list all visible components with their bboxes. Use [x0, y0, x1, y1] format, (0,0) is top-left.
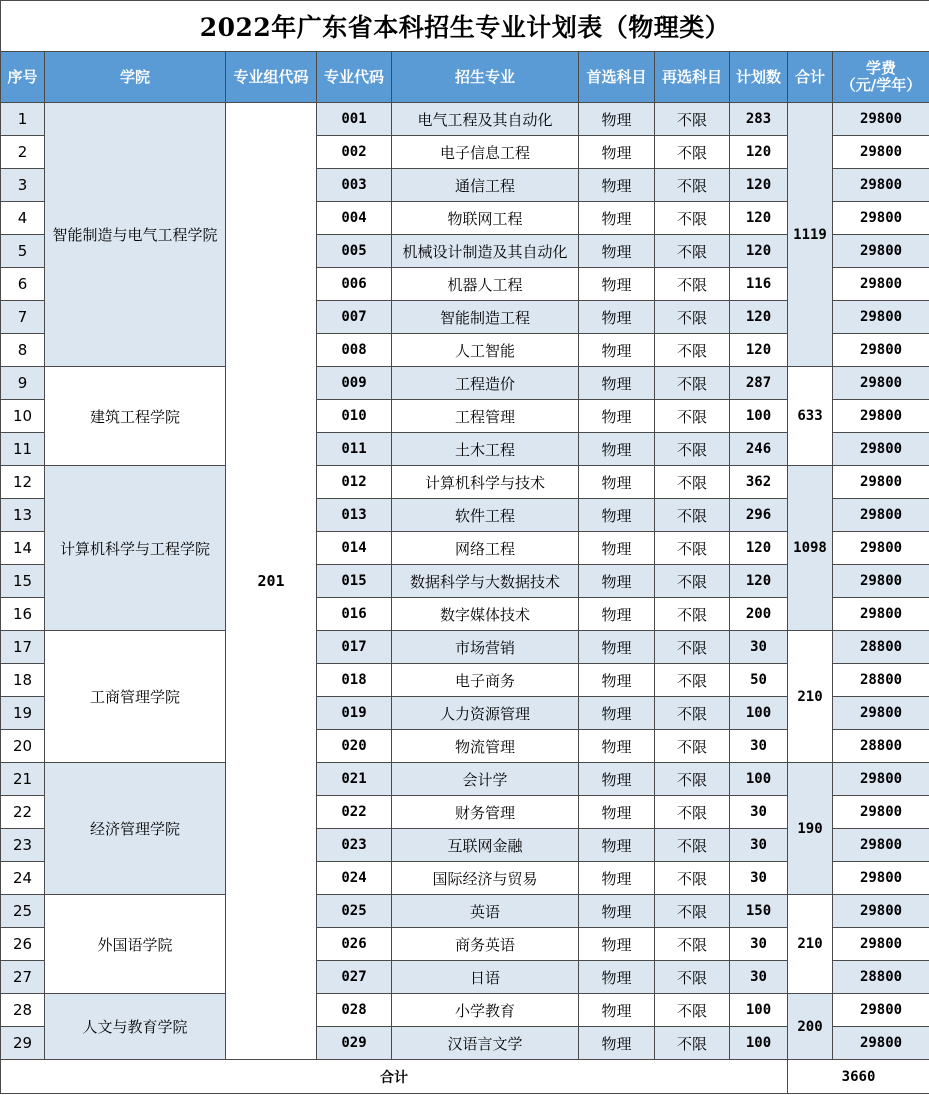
plan-count-cell: 246 [730, 433, 788, 466]
summary-label: 合计 [1, 1060, 788, 1094]
major-code-cell: 018 [317, 664, 392, 697]
second-subject-cell: 不限 [655, 136, 730, 169]
major-code-cell: 015 [317, 565, 392, 598]
table-row [1, 103, 929, 136]
major-code-cell: 009 [317, 367, 392, 400]
major-code-cell: 006 [317, 268, 392, 301]
tuition-fee-cell: 29800 [833, 400, 929, 433]
header-major: 招生专业 [392, 52, 579, 103]
seq-cell: 8 [1, 334, 45, 367]
major-code-cell: 012 [317, 466, 392, 499]
table-row [1, 763, 929, 796]
first-subject-cell: 物理 [579, 664, 655, 697]
tuition-fee-cell: 29800 [833, 367, 929, 400]
plan-count-cell: 30 [730, 862, 788, 895]
seq-cell: 22 [1, 796, 45, 829]
seq-cell: 17 [1, 631, 45, 664]
group-code-cell: 201 [226, 103, 317, 1060]
seq-cell: 11 [1, 433, 45, 466]
major-name-cell: 数字媒体技术 [392, 598, 579, 631]
seq-cell: 12 [1, 466, 45, 499]
seq-cell: 28 [1, 994, 45, 1027]
second-subject-cell: 不限 [655, 202, 730, 235]
major-code-cell: 025 [317, 895, 392, 928]
major-name-cell: 国际经济与贸易 [392, 862, 579, 895]
plan-count-cell: 100 [730, 400, 788, 433]
tuition-fee-cell: 29800 [833, 268, 929, 301]
second-subject-cell: 不限 [655, 1027, 730, 1060]
first-subject-cell: 物理 [579, 433, 655, 466]
header-seq: 序号 [1, 52, 45, 103]
seq-cell: 4 [1, 202, 45, 235]
plan-count-cell: 30 [730, 829, 788, 862]
second-subject-cell: 不限 [655, 565, 730, 598]
first-subject-cell: 物理 [579, 763, 655, 796]
first-subject-cell: 物理 [579, 994, 655, 1027]
seq-cell: 9 [1, 367, 45, 400]
header-total: 合计 [788, 52, 833, 103]
first-subject-cell: 物理 [579, 334, 655, 367]
plan-count-cell: 30 [730, 730, 788, 763]
tuition-fee-cell: 28800 [833, 664, 929, 697]
major-name-cell: 电子信息工程 [392, 136, 579, 169]
major-name-cell: 机器人工程 [392, 268, 579, 301]
plan-count-cell: 200 [730, 598, 788, 631]
tuition-fee-cell: 29800 [833, 928, 929, 961]
plan-count-cell: 120 [730, 202, 788, 235]
first-subject-cell: 物理 [579, 235, 655, 268]
plan-count-cell: 100 [730, 763, 788, 796]
major-name-cell: 英语 [392, 895, 579, 928]
second-subject-cell: 不限 [655, 235, 730, 268]
major-code-cell: 017 [317, 631, 392, 664]
major-code-cell: 004 [317, 202, 392, 235]
plan-count-cell: 30 [730, 631, 788, 664]
college-name: 建筑工程学院 [45, 367, 226, 466]
major-name-cell: 网络工程 [392, 532, 579, 565]
major-name-cell: 人力资源管理 [392, 697, 579, 730]
major-code-cell: 014 [317, 532, 392, 565]
seq-cell: 26 [1, 928, 45, 961]
major-name-cell: 物联网工程 [392, 202, 579, 235]
first-subject-cell: 物理 [579, 928, 655, 961]
first-subject-cell: 物理 [579, 136, 655, 169]
major-name-cell: 小学教育 [392, 994, 579, 1027]
first-subject-cell: 物理 [579, 367, 655, 400]
tuition-fee-cell: 28800 [833, 730, 929, 763]
table-row [1, 994, 929, 1027]
college-name: 智能制造与电气工程学院 [45, 103, 226, 367]
tuition-fee-cell: 29800 [833, 829, 929, 862]
tuition-fee-cell: 29800 [833, 994, 929, 1027]
tuition-fee-cell: 29800 [833, 895, 929, 928]
college-name: 工商管理学院 [45, 631, 226, 763]
plan-count-cell: 120 [730, 565, 788, 598]
plan-count-cell: 100 [730, 1027, 788, 1060]
major-name-cell: 数据科学与大数据技术 [392, 565, 579, 598]
major-name-cell: 互联网金融 [392, 829, 579, 862]
first-subject-cell: 物理 [579, 499, 655, 532]
major-code-cell: 028 [317, 994, 392, 1027]
seq-cell: 1 [1, 103, 45, 136]
table-row [1, 631, 929, 664]
second-subject-cell: 不限 [655, 499, 730, 532]
major-name-cell: 人工智能 [392, 334, 579, 367]
plan-count-cell: 296 [730, 499, 788, 532]
major-name-cell: 工程管理 [392, 400, 579, 433]
tuition-fee-cell: 29800 [833, 796, 929, 829]
second-subject-cell: 不限 [655, 631, 730, 664]
plan-count-cell: 116 [730, 268, 788, 301]
tuition-fee-cell: 29800 [833, 565, 929, 598]
table-row [1, 367, 929, 400]
first-subject-cell: 物理 [579, 730, 655, 763]
tuition-fee-cell: 28800 [833, 961, 929, 994]
seq-cell: 16 [1, 598, 45, 631]
major-name-cell: 日语 [392, 961, 579, 994]
second-subject-cell: 不限 [655, 664, 730, 697]
first-subject-cell: 物理 [579, 796, 655, 829]
major-code-cell: 003 [317, 169, 392, 202]
table-row [1, 466, 929, 499]
seq-cell: 19 [1, 697, 45, 730]
tuition-fee-cell: 29800 [833, 1027, 929, 1060]
major-name-cell: 通信工程 [392, 169, 579, 202]
plan-count-cell: 283 [730, 103, 788, 136]
college-total: 190 [788, 763, 833, 895]
major-name-cell: 电气工程及其自动化 [392, 103, 579, 136]
major-code-cell: 027 [317, 961, 392, 994]
first-subject-cell: 物理 [579, 631, 655, 664]
second-subject-cell: 不限 [655, 367, 730, 400]
plan-count-cell: 120 [730, 301, 788, 334]
first-subject-cell: 物理 [579, 829, 655, 862]
major-code-cell: 001 [317, 103, 392, 136]
major-code-cell: 022 [317, 796, 392, 829]
second-subject-cell: 不限 [655, 400, 730, 433]
major-name-cell: 市场营销 [392, 631, 579, 664]
seq-cell: 25 [1, 895, 45, 928]
major-code-cell: 007 [317, 301, 392, 334]
major-code-cell: 023 [317, 829, 392, 862]
tuition-fee-cell: 29800 [833, 499, 929, 532]
tuition-fee-cell: 29800 [833, 301, 929, 334]
first-subject-cell: 物理 [579, 400, 655, 433]
second-subject-cell: 不限 [655, 994, 730, 1027]
seq-cell: 10 [1, 400, 45, 433]
seq-cell: 5 [1, 235, 45, 268]
second-subject-cell: 不限 [655, 763, 730, 796]
major-code-cell: 005 [317, 235, 392, 268]
second-subject-cell: 不限 [655, 796, 730, 829]
summary-row [1, 1060, 929, 1094]
header-plan: 计划数 [730, 52, 788, 103]
plan-count-cell: 120 [730, 136, 788, 169]
seq-cell: 21 [1, 763, 45, 796]
major-code-cell: 020 [317, 730, 392, 763]
major-code-cell: 026 [317, 928, 392, 961]
tuition-fee-cell: 29800 [833, 235, 929, 268]
tuition-fee-cell: 29800 [833, 466, 929, 499]
plan-count-cell: 30 [730, 796, 788, 829]
seq-cell: 7 [1, 301, 45, 334]
first-subject-cell: 物理 [579, 697, 655, 730]
major-code-cell: 002 [317, 136, 392, 169]
tuition-fee-cell: 29800 [833, 532, 929, 565]
first-subject-cell: 物理 [579, 169, 655, 202]
college-total: 210 [788, 631, 833, 763]
tuition-fee-cell: 29800 [833, 862, 929, 895]
second-subject-cell: 不限 [655, 895, 730, 928]
plan-count-cell: 287 [730, 367, 788, 400]
second-subject-cell: 不限 [655, 730, 730, 763]
major-code-cell: 024 [317, 862, 392, 895]
header-major-code: 专业代码 [317, 52, 392, 103]
major-name-cell: 会计学 [392, 763, 579, 796]
second-subject-cell: 不限 [655, 169, 730, 202]
college-name: 人文与教育学院 [45, 994, 226, 1060]
summary-value: 3660 [788, 1060, 929, 1094]
tuition-fee-cell: 29800 [833, 598, 929, 631]
major-code-cell: 008 [317, 334, 392, 367]
second-subject-cell: 不限 [655, 268, 730, 301]
tuition-fee-cell: 29800 [833, 169, 929, 202]
college-name: 外国语学院 [45, 895, 226, 994]
first-subject-cell: 物理 [579, 598, 655, 631]
first-subject-cell: 物理 [579, 301, 655, 334]
second-subject-cell: 不限 [655, 466, 730, 499]
plan-count-cell: 50 [730, 664, 788, 697]
major-code-cell: 013 [317, 499, 392, 532]
tuition-fee-cell: 29800 [833, 763, 929, 796]
tuition-fee-cell: 29800 [833, 202, 929, 235]
seq-cell: 15 [1, 565, 45, 598]
major-name-cell: 智能制造工程 [392, 301, 579, 334]
plan-count-cell: 100 [730, 697, 788, 730]
seq-cell: 18 [1, 664, 45, 697]
second-subject-cell: 不限 [655, 532, 730, 565]
seq-cell: 3 [1, 169, 45, 202]
header-row [1, 52, 929, 103]
first-subject-cell: 物理 [579, 532, 655, 565]
college-name: 经济管理学院 [45, 763, 226, 895]
major-name-cell: 汉语言文学 [392, 1027, 579, 1060]
major-code-cell: 011 [317, 433, 392, 466]
first-subject-cell: 物理 [579, 268, 655, 301]
table-title: 2022年广东省本科招生专业计划表（物理类） [1, 1, 929, 52]
major-code-cell: 029 [317, 1027, 392, 1060]
seq-cell: 14 [1, 532, 45, 565]
major-name-cell: 土木工程 [392, 433, 579, 466]
header-college: 学院 [45, 52, 226, 103]
header-first-subject: 首选科目 [579, 52, 655, 103]
first-subject-cell: 物理 [579, 565, 655, 598]
seq-cell: 29 [1, 1027, 45, 1060]
major-name-cell: 电子商务 [392, 664, 579, 697]
seq-cell: 27 [1, 961, 45, 994]
header-fee [833, 52, 929, 103]
second-subject-cell: 不限 [655, 103, 730, 136]
plan-count-cell: 30 [730, 961, 788, 994]
plan-count-cell: 120 [730, 235, 788, 268]
header-second-subject: 再选科目 [655, 52, 730, 103]
seq-cell: 20 [1, 730, 45, 763]
major-name-cell: 工程造价 [392, 367, 579, 400]
college-total: 1119 [788, 103, 833, 367]
plan-count-cell: 120 [730, 169, 788, 202]
plan-count-cell: 120 [730, 334, 788, 367]
table-row [1, 895, 929, 928]
second-subject-cell: 不限 [655, 697, 730, 730]
second-subject-cell: 不限 [655, 961, 730, 994]
seq-cell: 23 [1, 829, 45, 862]
major-name-cell: 商务英语 [392, 928, 579, 961]
seq-cell: 24 [1, 862, 45, 895]
plan-count-cell: 362 [730, 466, 788, 499]
second-subject-cell: 不限 [655, 928, 730, 961]
header-group-code: 专业组代码 [226, 52, 317, 103]
major-code-cell: 019 [317, 697, 392, 730]
college-total: 633 [788, 367, 833, 466]
major-name-cell: 计算机科学与技术 [392, 466, 579, 499]
second-subject-cell: 不限 [655, 301, 730, 334]
tuition-fee-cell: 29800 [833, 433, 929, 466]
first-subject-cell: 物理 [579, 1027, 655, 1060]
tuition-fee-cell: 29800 [833, 697, 929, 730]
major-name-cell: 机械设计制造及其自动化 [392, 235, 579, 268]
tuition-fee-cell: 29800 [833, 103, 929, 136]
second-subject-cell: 不限 [655, 433, 730, 466]
seq-cell: 2 [1, 136, 45, 169]
seq-cell: 13 [1, 499, 45, 532]
plan-count-cell: 100 [730, 994, 788, 1027]
second-subject-cell: 不限 [655, 862, 730, 895]
major-code-cell: 010 [317, 400, 392, 433]
college-total: 1098 [788, 466, 833, 631]
tuition-fee-cell: 28800 [833, 631, 929, 664]
plan-count-cell: 150 [730, 895, 788, 928]
tuition-fee-cell: 29800 [833, 334, 929, 367]
college-total: 210 [788, 895, 833, 994]
college-total: 200 [788, 994, 833, 1060]
seq-cell: 6 [1, 268, 45, 301]
first-subject-cell: 物理 [579, 961, 655, 994]
major-code-cell: 021 [317, 763, 392, 796]
first-subject-cell: 物理 [579, 466, 655, 499]
tuition-fee-cell: 29800 [833, 136, 929, 169]
first-subject-cell: 物理 [579, 862, 655, 895]
second-subject-cell: 不限 [655, 334, 730, 367]
major-name-cell: 物流管理 [392, 730, 579, 763]
first-subject-cell: 物理 [579, 103, 655, 136]
header-fee-line1: 学费 [866, 59, 897, 77]
major-name-cell: 财务管理 [392, 796, 579, 829]
plan-count-cell: 30 [730, 928, 788, 961]
second-subject-cell: 不限 [655, 598, 730, 631]
header-fee-line2: （元/学年） [840, 76, 922, 94]
first-subject-cell: 物理 [579, 202, 655, 235]
plan-count-cell: 120 [730, 532, 788, 565]
major-name-cell: 软件工程 [392, 499, 579, 532]
first-subject-cell: 物理 [579, 895, 655, 928]
major-code-cell: 016 [317, 598, 392, 631]
second-subject-cell: 不限 [655, 829, 730, 862]
college-name: 计算机科学与工程学院 [45, 466, 226, 631]
